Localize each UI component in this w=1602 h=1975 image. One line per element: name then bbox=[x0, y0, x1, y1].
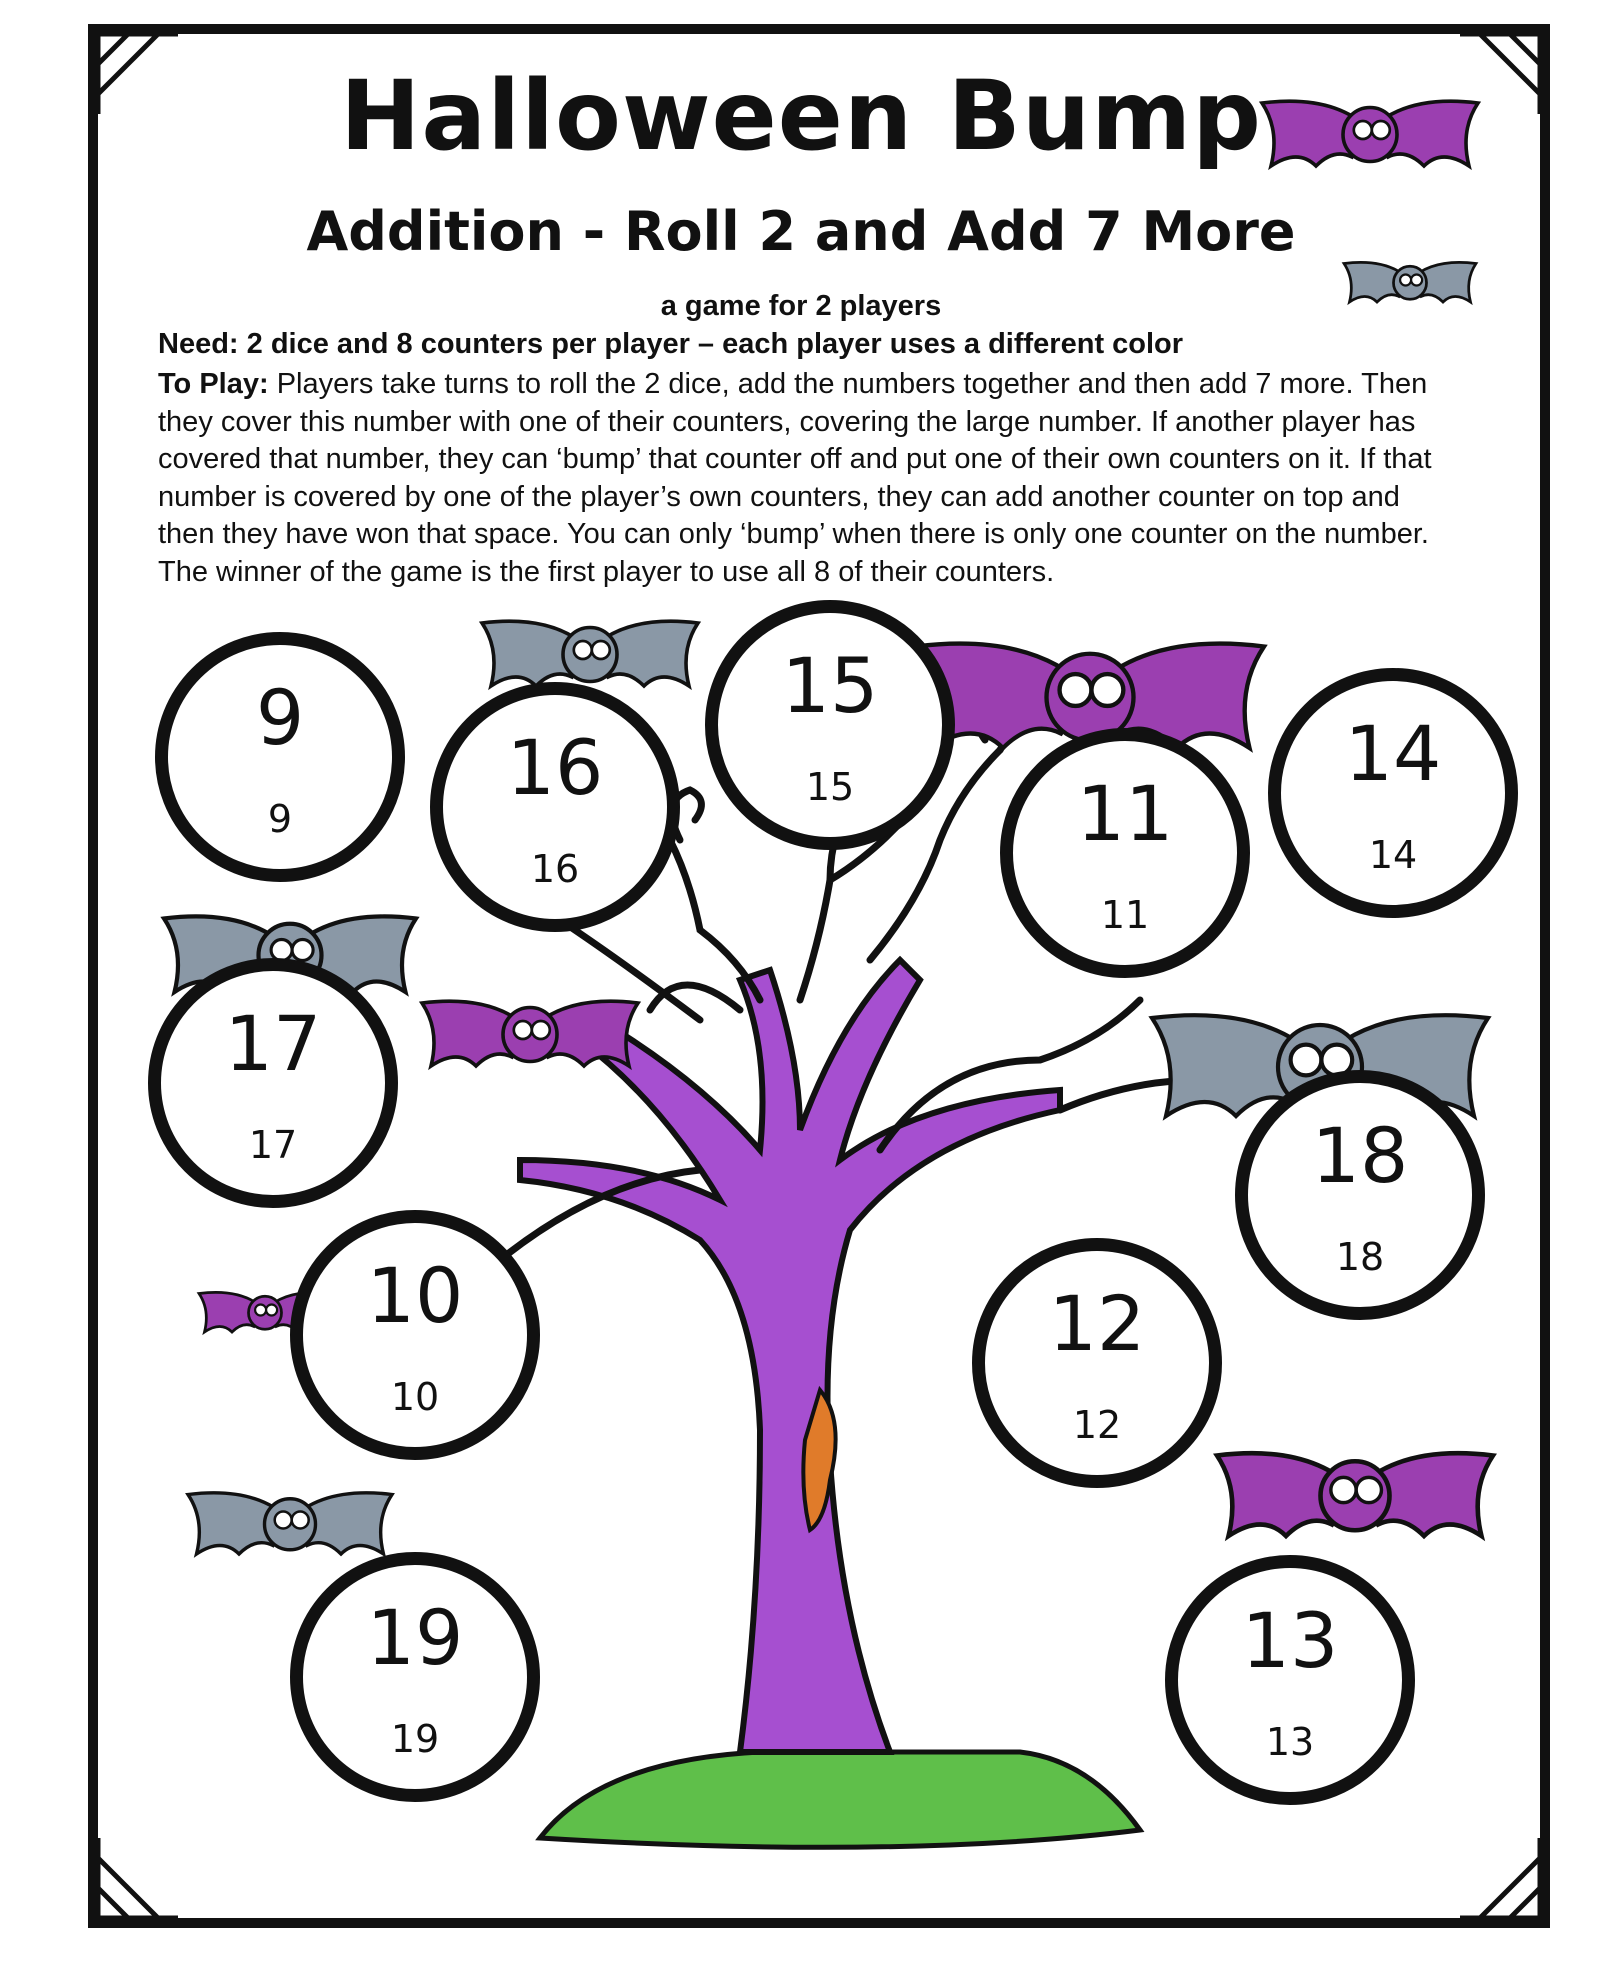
space-number-small: 13 bbox=[1265, 1720, 1315, 1764]
space-number-large: 9 bbox=[255, 673, 305, 762]
space-19[interactable] bbox=[290, 1552, 540, 1802]
space-number-small: 15 bbox=[805, 765, 855, 809]
space-number-small: 16 bbox=[530, 847, 580, 891]
space-number-large: 11 bbox=[1076, 769, 1174, 858]
space-17[interactable] bbox=[148, 958, 398, 1208]
bat-gray-near-19 bbox=[188, 1493, 392, 1554]
space-number-large: 18 bbox=[1311, 1111, 1409, 1200]
players-line: a game for 2 players bbox=[660, 290, 942, 322]
space-number-large: 13 bbox=[1241, 1596, 1339, 1685]
game-title: Halloween Bump bbox=[340, 60, 1262, 172]
space-number-large: 10 bbox=[366, 1251, 464, 1340]
space-11[interactable] bbox=[1000, 728, 1250, 978]
space-number-large: 17 bbox=[224, 999, 322, 1088]
space-number-small: 12 bbox=[1072, 1403, 1122, 1447]
bat-gray-top-right bbox=[1344, 262, 1476, 302]
space-number-small: 17 bbox=[248, 1123, 298, 1167]
bat-purple-near-13 bbox=[1217, 1453, 1493, 1536]
space-15[interactable] bbox=[705, 600, 955, 850]
space-9[interactable] bbox=[155, 632, 405, 882]
bat-gray-near-16 bbox=[482, 621, 698, 686]
space-number-large: 19 bbox=[366, 1593, 464, 1682]
rules-text: Players take turns to roll the 2 dice, add the numbers together and then add 7 more. Then they cover this number with one of their counters, covering the large number. If another player has covered that number, they can ‘bump’ that counter off and put one of their own counters on it. If that number is covered by one of the player’s own counters, they can add another counter on top and then they have won that space. You can only ‘bump’ when there is only one counter on the number. The winner of the game is the first player to use all 8 of their counters. bbox=[158, 368, 1432, 588]
space-10[interactable] bbox=[290, 1210, 540, 1460]
space-number-large: 12 bbox=[1048, 1279, 1146, 1368]
space-number-small: 10 bbox=[390, 1375, 440, 1419]
materials-line: Need: 2 dice and 8 counters per player – each player uses a different color bbox=[158, 328, 1184, 360]
space-number-large: 15 bbox=[781, 641, 879, 730]
space-number-small: 19 bbox=[390, 1717, 440, 1761]
bat-purple-top-right bbox=[1262, 101, 1478, 166]
space-13[interactable] bbox=[1165, 1555, 1415, 1805]
rules-label: To Play: bbox=[158, 368, 269, 400]
game-subtitle: Addition - Roll 2 and Add 7 More bbox=[306, 200, 1296, 263]
space-number-large: 14 bbox=[1344, 709, 1442, 798]
space-16[interactable] bbox=[430, 682, 680, 932]
space-number-small: 11 bbox=[1100, 893, 1150, 937]
space-14[interactable] bbox=[1268, 668, 1518, 918]
space-12[interactable] bbox=[972, 1238, 1222, 1488]
space-number-small: 18 bbox=[1335, 1235, 1385, 1279]
space-18[interactable] bbox=[1235, 1070, 1485, 1320]
space-number-small: 14 bbox=[1368, 833, 1418, 877]
space-number-large: 16 bbox=[506, 723, 604, 812]
bat-purple-on-branch bbox=[422, 1001, 638, 1066]
space-number-small: 9 bbox=[267, 797, 293, 841]
